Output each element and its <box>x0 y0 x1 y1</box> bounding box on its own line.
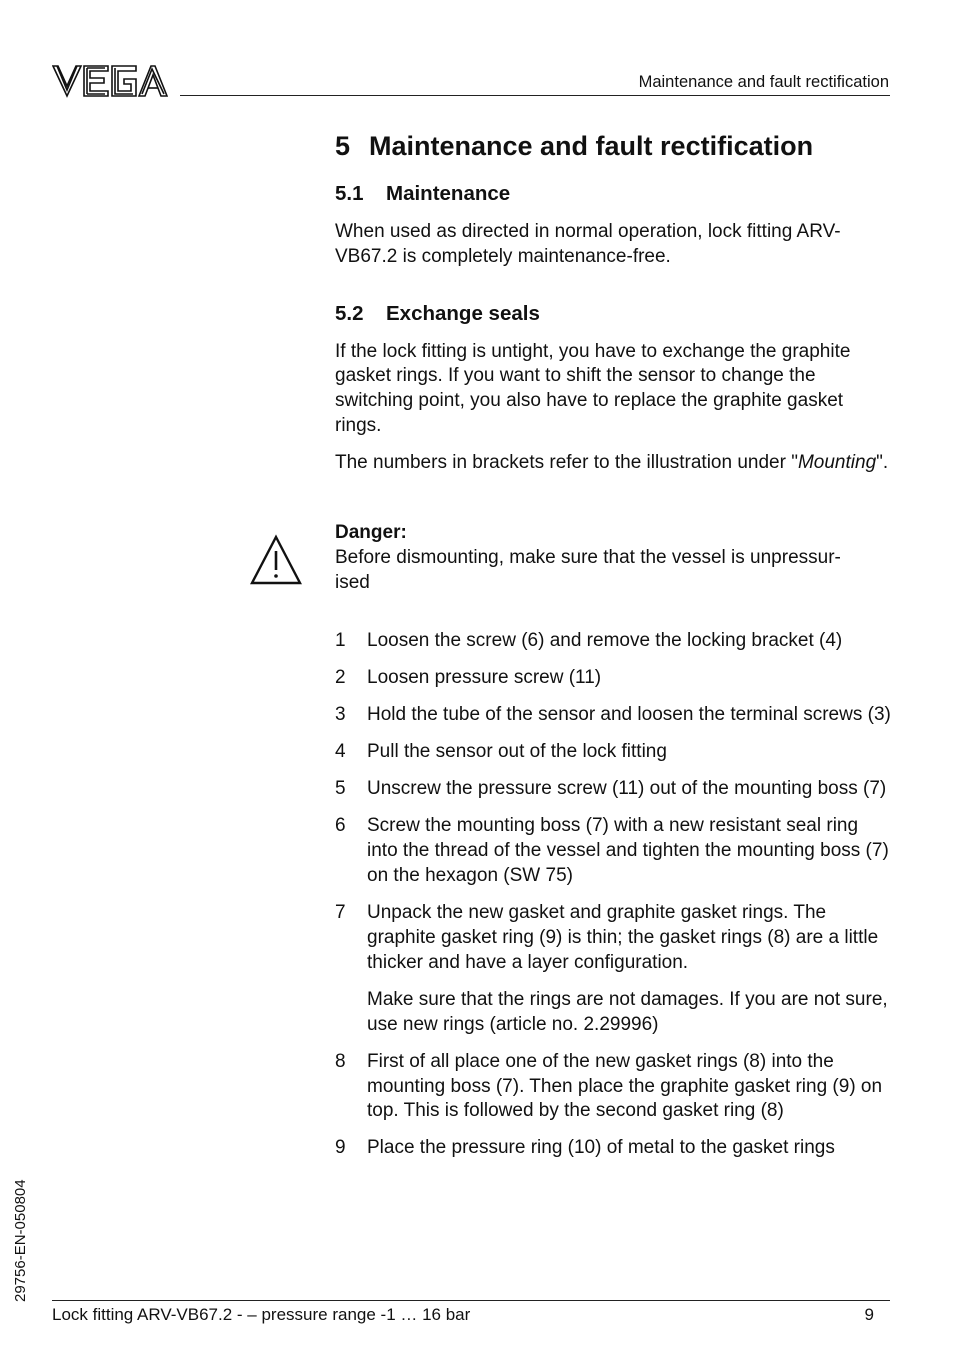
step-number: 2 <box>335 667 346 689</box>
running-header: Maintenance and fault rectification <box>638 73 889 91</box>
reference-note-prefix: The numbers in brackets refer to the illustration under " <box>335 451 798 473</box>
warning-triangle-icon <box>249 534 303 586</box>
step-text: Screw the mounting boss (7) with a new resistant seal ring into the thread of the vessel and tighten the mounting boss (7) on the hexagon (SW 75) <box>367 815 889 887</box>
subsection-number: 5.1 <box>335 182 364 205</box>
list-item <box>335 1136 891 1161</box>
vega-logo <box>52 64 168 98</box>
list-item <box>335 814 891 888</box>
footer-rule <box>52 1300 890 1301</box>
document-code: 29756-EN-050804 <box>12 1179 29 1302</box>
reference-note-suffix: ". <box>876 451 889 473</box>
list-item <box>335 1050 891 1124</box>
step-text: Pull the sensor out of the lock fitting <box>367 741 667 763</box>
step-number: 8 <box>335 1050 346 1072</box>
step-number: 6 <box>335 815 346 837</box>
list-item <box>335 901 891 1037</box>
list-item <box>335 666 891 691</box>
section-heading <box>335 128 891 164</box>
step-text: Hold the tube of the sensor and loosen the terminal screws (3) <box>367 704 891 726</box>
procedure-steps <box>335 629 891 1174</box>
step-text: Unpack the new gasket and graphite gasket rings. The graphite gasket ring (9) is thin; the gasket rings (8) are a little thicker and have a layer configuration. <box>367 902 879 973</box>
step-text: Loosen the screw (6) and remove the locking bracket (4) <box>367 630 843 651</box>
step-number: 1 <box>335 630 346 651</box>
step-number: 5 <box>335 778 346 800</box>
section-title: Maintenance and fault rectification <box>369 131 814 161</box>
header-rule <box>180 95 890 96</box>
subsection-number: 5.2 <box>335 301 364 325</box>
reference-note <box>335 451 891 476</box>
list-item <box>335 777 891 802</box>
step-text: Loosen pressure screw (11) <box>367 667 602 689</box>
main-content <box>335 128 891 476</box>
step-number: 3 <box>335 704 346 726</box>
maintenance-paragraph: When used as directed in normal operation, lock fitting ARV-VB67.2 is completely maintenance-free. <box>335 221 841 267</box>
subsection-heading-maintenance <box>335 180 891 208</box>
subsection-title: Maintenance <box>386 182 511 205</box>
list-item <box>335 740 891 765</box>
exchange-paragraph: If the lock fitting is untight, you have to exchange the graphite gasket rings. If you want to shift the sensor to change the switching point, you also have to replace the graphite gasket rings. <box>335 340 851 436</box>
danger-text: Before dismounting, make sure that the vessel is unpressur- ised <box>335 546 841 593</box>
danger-notice <box>335 521 891 595</box>
subsection-heading-exchange-seals <box>335 300 891 328</box>
step-note: Make sure that the rings are not damages. If you are not sure, use new rings (article no. 2.29996) <box>367 988 888 1035</box>
step-text: First of all place one of the new gasket rings (8) into the mounting boss (7). Then place the graphite gasket ring (9) on top. This is followed by the second gasket ring (8) <box>367 1050 883 1122</box>
step-text: Place the pressure ring (10) of metal to the gasket rings <box>367 1137 835 1159</box>
list-item <box>335 629 891 654</box>
danger-title: Danger: <box>335 522 407 543</box>
step-number: 4 <box>335 741 346 763</box>
step-text: Unscrew the pressure screw (11) out of the mounting boss (7) <box>367 778 887 800</box>
step-number: 9 <box>335 1137 346 1159</box>
subsection-title: Exchange seals <box>386 301 540 325</box>
section-number: 5 <box>335 131 351 161</box>
step-number: 7 <box>335 902 346 924</box>
list-item <box>335 703 891 728</box>
mounting-reference: Mounting <box>797 451 877 473</box>
footer-document-title: Lock fitting ARV-VB67.2 - – pressure range -1 … 16 bar <box>52 1305 471 1324</box>
page-number: 9 <box>864 1305 874 1324</box>
